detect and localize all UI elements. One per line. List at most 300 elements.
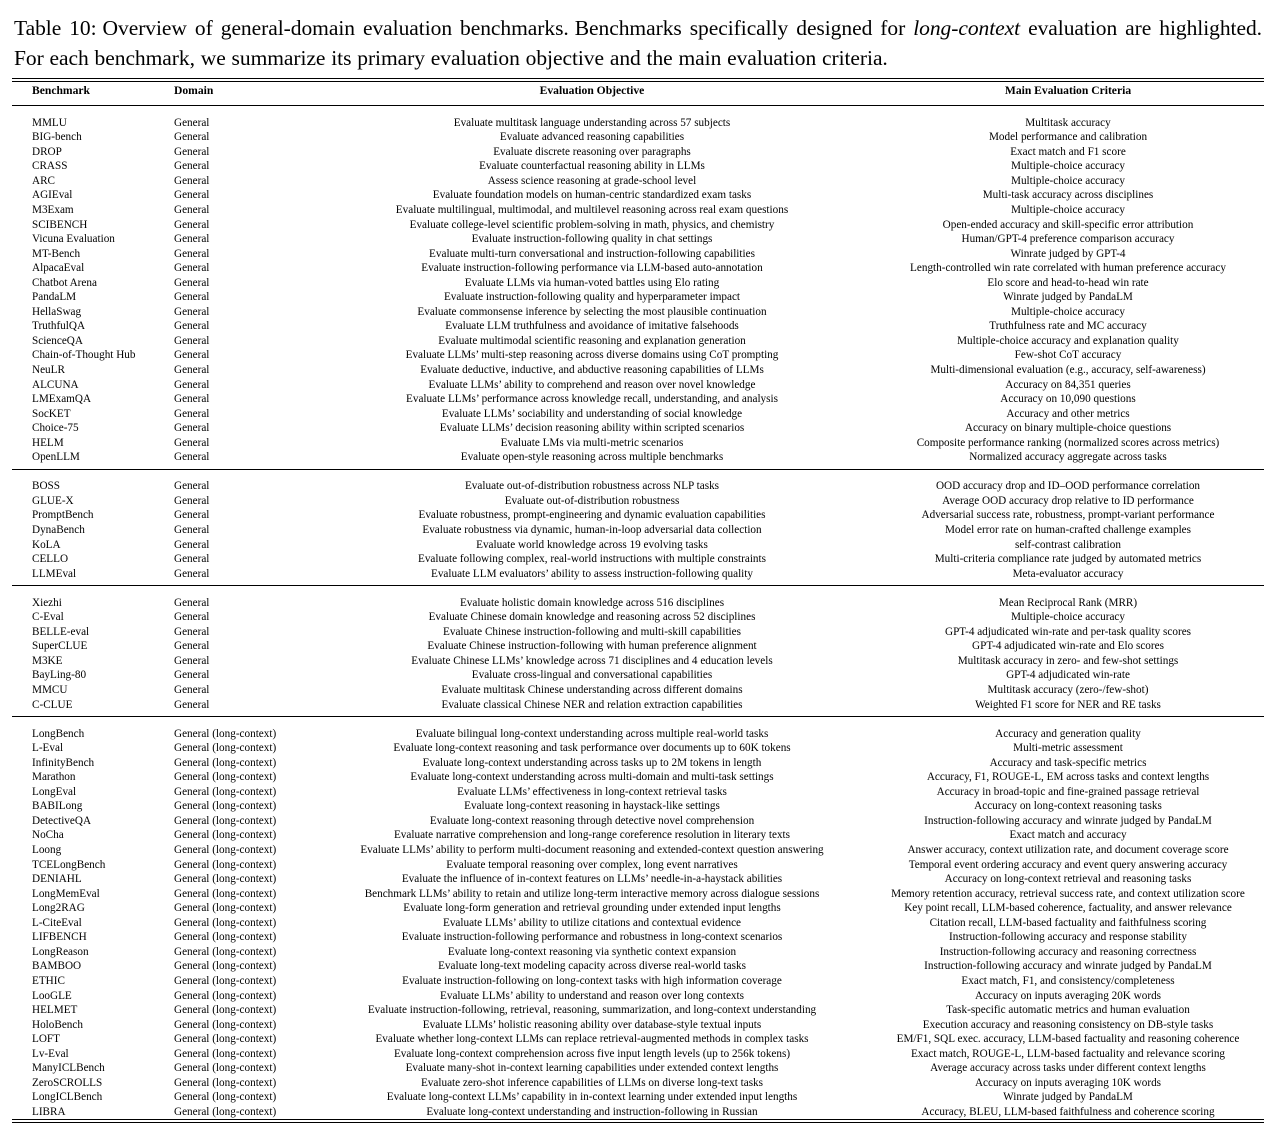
cell-evaluation-objective: Evaluate cross-lingual and conversational capabilities bbox=[471, 669, 713, 682]
cell-benchmark: Long2RAG bbox=[32, 902, 85, 915]
cell-main-evaluation-criteria: Normalized accuracy aggregate across tasks bbox=[969, 451, 1167, 464]
header-separator-rule-cell bbox=[12, 101, 1264, 116]
table-row bbox=[12, 319, 1264, 334]
cell-main-evaluation-criteria: GPT-4 adjudicated win-rate bbox=[1006, 669, 1130, 682]
table-row bbox=[12, 1090, 1264, 1105]
cell-domain: General bbox=[174, 509, 210, 522]
cell-benchmark: C-CLUE bbox=[32, 698, 73, 711]
cell-main-evaluation-criteria: Task-specific automatic metrics and human evaluation bbox=[946, 1004, 1190, 1017]
table-row bbox=[12, 552, 1264, 567]
cell-domain: General bbox=[174, 669, 210, 682]
cell-main-evaluation-criteria: Few-shot CoT accuracy bbox=[1014, 349, 1122, 362]
table-row bbox=[12, 727, 1264, 742]
cell-benchmark: SCIBENCH bbox=[32, 218, 88, 231]
table-row bbox=[12, 887, 1264, 902]
cell-benchmark: OpenLLM bbox=[32, 451, 80, 464]
cell-main-evaluation-criteria: Multiple-choice accuracy bbox=[1011, 174, 1125, 187]
cell-benchmark: MT-Bench bbox=[32, 247, 81, 260]
cell-evaluation-objective: Evaluate holistic domain knowledge across 516 disciplines bbox=[459, 596, 725, 609]
cell-domain: General (long-context) bbox=[174, 829, 277, 842]
cell-evaluation-objective: Evaluate LLMs’ performance across knowledge recall, understanding, and analysis bbox=[406, 393, 778, 406]
table-row bbox=[12, 378, 1264, 393]
cell-main-evaluation-criteria: Accuracy in broad-topic and fine-grained passage retrieval bbox=[936, 785, 1200, 798]
cell-main-evaluation-criteria: Exact match and accuracy bbox=[1009, 829, 1127, 842]
cell-domain: General bbox=[174, 291, 210, 304]
cell-benchmark: BAMBOO bbox=[32, 960, 82, 973]
table-row bbox=[12, 639, 1264, 654]
cell-main-evaluation-criteria: Multi-metric assessment bbox=[1013, 742, 1123, 755]
cell-main-evaluation-criteria: Multiple-choice accuracy bbox=[1011, 305, 1125, 318]
table-row bbox=[12, 174, 1264, 189]
cell-domain: General (long-context) bbox=[174, 989, 277, 1002]
cell-evaluation-objective: Evaluate long-context understanding across multi-domain and multi-task settings bbox=[410, 771, 774, 784]
cell-benchmark: Chatbot Arena bbox=[32, 276, 97, 289]
cell-evaluation-objective: Evaluate multitask language understanding across 57 subjects bbox=[453, 116, 731, 129]
cell-main-evaluation-criteria: Accuracy on long-context retrieval and reasoning tasks bbox=[944, 873, 1192, 886]
cell-main-evaluation-criteria: Weighted F1 score for NER and RE tasks bbox=[975, 698, 1161, 711]
table-row bbox=[12, 523, 1264, 538]
cell-domain: General bbox=[174, 378, 210, 391]
cell-evaluation-objective: Evaluate LLMs’ ability to understand and reason over long contexts bbox=[440, 989, 744, 1002]
cell-evaluation-objective: Evaluate long-context comprehension across five input length levels (up to 256k tokens) bbox=[393, 1047, 791, 1060]
cell-main-evaluation-criteria: Exact match and F1 score bbox=[1010, 145, 1126, 158]
cell-evaluation-objective: Evaluate LLMs’ ability to comprehend and reason over novel knowledge bbox=[428, 378, 756, 391]
cell-evaluation-objective: Evaluate temporal reasoning over complex, long event narratives bbox=[446, 858, 738, 871]
cell-benchmark: DetectiveQA bbox=[32, 814, 92, 827]
table-row bbox=[12, 683, 1264, 698]
cell-domain: General bbox=[174, 276, 210, 289]
section-separator-rule-cell bbox=[12, 581, 1264, 596]
cell-evaluation-objective: Evaluate long-form generation and retrieval grounding under extended input lengths bbox=[403, 902, 781, 915]
table-row bbox=[12, 654, 1264, 669]
cell-domain: General bbox=[174, 494, 210, 507]
table-row bbox=[12, 974, 1264, 989]
cell-domain: General bbox=[174, 407, 210, 420]
cell-main-evaluation-criteria: Multitask accuracy (zero-/few-shot) bbox=[987, 684, 1149, 697]
cell-evaluation-objective: Evaluate LLM truthfulness and avoidance of imitative falsehoods bbox=[445, 320, 739, 333]
table-row bbox=[12, 785, 1264, 800]
cell-evaluation-objective: Evaluate zero-shot inference capabilities of LLMs on diverse long-text tasks bbox=[420, 1076, 764, 1089]
cell-benchmark: NeuLR bbox=[32, 363, 65, 376]
cell-main-evaluation-criteria: GPT-4 adjudicated win-rate and Elo scores bbox=[972, 640, 1164, 653]
cell-domain: General (long-context) bbox=[174, 1076, 277, 1089]
cell-domain: General (long-context) bbox=[174, 1033, 277, 1046]
benchmarks-table bbox=[12, 82, 1264, 1120]
cell-evaluation-objective: Evaluate LLMs’ holistic reasoning ability over database-style textual inputs bbox=[422, 1018, 762, 1031]
cell-benchmark: L-Eval bbox=[32, 742, 64, 755]
cell-evaluation-objective: Evaluate college-level scientific problem-solving in math, physics, and chemistry bbox=[409, 218, 775, 231]
cell-main-evaluation-criteria: Model performance and calibration bbox=[988, 131, 1148, 144]
cell-main-evaluation-criteria: Instruction-following accuracy and winrate judged by PandaLM bbox=[924, 960, 1212, 973]
cell-evaluation-objective: Evaluate long-context reasoning via synthetic context expansion bbox=[447, 945, 737, 958]
cell-domain: General bbox=[174, 174, 210, 187]
table-row bbox=[12, 188, 1264, 203]
cell-benchmark: InfinityBench bbox=[32, 756, 95, 769]
table-row bbox=[12, 770, 1264, 785]
cell-evaluation-objective: Evaluate LLM evaluators’ ability to assess instruction-following quality bbox=[431, 567, 753, 580]
cell-evaluation-objective: Evaluate world knowledge across 19 evolving tasks bbox=[476, 538, 708, 551]
cell-benchmark: LongICLBench bbox=[32, 1091, 103, 1104]
cell-benchmark: LooGLE bbox=[32, 989, 72, 1002]
cell-main-evaluation-criteria: Accuracy on 10,090 questions bbox=[1000, 393, 1136, 406]
table-bottom-rule bbox=[12, 1119, 1264, 1123]
cell-evaluation-objective: Evaluate long-context LLMs’ capability in in-context learning under extended input lengths bbox=[386, 1091, 798, 1104]
benchmarks-table-wrapper bbox=[12, 78, 1264, 1123]
cell-benchmark: PandaLM bbox=[32, 291, 77, 304]
cell-domain: General (long-context) bbox=[174, 742, 277, 755]
column-header-domain: Domain bbox=[174, 83, 214, 97]
cell-main-evaluation-criteria: Accuracy on inputs averaging 10K words bbox=[974, 1076, 1162, 1089]
cell-main-evaluation-criteria: Multiple-choice accuracy bbox=[1011, 160, 1125, 173]
cell-main-evaluation-criteria: Meta-evaluator accuracy bbox=[1012, 567, 1124, 580]
cell-evaluation-objective: Evaluate long-context understanding and instruction-following in Russian bbox=[426, 1105, 758, 1118]
cell-benchmark: BELLE-eval bbox=[32, 625, 90, 638]
cell-benchmark: C-Eval bbox=[32, 611, 64, 624]
cell-main-evaluation-criteria: Accuracy and task-specific metrics bbox=[989, 756, 1147, 769]
cell-domain: General (long-context) bbox=[174, 902, 277, 915]
cell-benchmark: LOFT bbox=[32, 1033, 60, 1046]
cell-main-evaluation-criteria: Accuracy on binary multiple-choice questions bbox=[964, 422, 1172, 435]
cell-domain: General bbox=[174, 553, 210, 566]
cell-evaluation-objective: Evaluate Chinese instruction-following and multi-skill capabilities bbox=[443, 625, 741, 638]
cell-evaluation-objective: Evaluate multilingual, multimodal, and multilevel reasoning across real exam questions bbox=[395, 203, 789, 216]
cell-domain: General (long-context) bbox=[174, 800, 277, 813]
cell-main-evaluation-criteria: Accuracy, BLEU, LLM-based faithfulness and coherence scoring bbox=[921, 1105, 1215, 1118]
table-row bbox=[12, 567, 1264, 582]
cell-domain: General (long-context) bbox=[174, 1047, 277, 1060]
cell-benchmark: BayLing-80 bbox=[32, 669, 87, 682]
table-row bbox=[12, 756, 1264, 771]
cell-evaluation-objective: Evaluate instruction-following quality and hyperparameter impact bbox=[443, 291, 741, 304]
cell-benchmark: Chain-of-Thought Hub bbox=[32, 349, 136, 362]
cell-benchmark: ARC bbox=[32, 174, 56, 187]
cell-domain: General (long-context) bbox=[174, 756, 277, 769]
table-row bbox=[12, 479, 1264, 494]
cell-benchmark: HELM bbox=[32, 436, 64, 449]
cell-domain: General (long-context) bbox=[174, 1018, 277, 1031]
cell-domain: General bbox=[174, 349, 210, 362]
cell-benchmark: MMLU bbox=[32, 116, 67, 129]
cell-benchmark: Choice-75 bbox=[32, 422, 79, 435]
cell-evaluation-objective: Evaluate long-context reasoning in haystack-like settings bbox=[464, 800, 720, 813]
cell-main-evaluation-criteria: Winrate judged by PandaLM bbox=[1003, 291, 1133, 304]
table-row bbox=[12, 916, 1264, 931]
cell-evaluation-objective: Evaluate advanced reasoning capabilities bbox=[499, 131, 685, 144]
table-row bbox=[12, 872, 1264, 887]
cell-evaluation-objective: Assess science reasoning at grade-school level bbox=[487, 174, 697, 187]
cell-evaluation-objective: Evaluate long-text modeling capacity across diverse real-world tasks bbox=[438, 960, 746, 973]
cell-main-evaluation-criteria: Open-ended accuracy and skill-specific error attribution bbox=[942, 218, 1194, 231]
cell-main-evaluation-criteria: Multi-task accuracy across disciplines bbox=[982, 189, 1154, 202]
cell-benchmark: Xiezhi bbox=[32, 596, 62, 609]
table-row bbox=[12, 828, 1264, 843]
cell-benchmark: LIFBENCH bbox=[32, 931, 87, 944]
cell-benchmark: Lv-Eval bbox=[32, 1047, 69, 1060]
cell-main-evaluation-criteria: Accuracy on long-context reasoning tasks bbox=[974, 800, 1162, 813]
table-row bbox=[12, 494, 1264, 509]
cell-main-evaluation-criteria: EM/F1, SQL exec. accuracy, LLM-based factuality and reasoning coherence bbox=[896, 1033, 1240, 1046]
cell-evaluation-objective: Benchmark LLMs’ ability to retain and utilize long-term interactive memory across dialogue sessions bbox=[364, 887, 820, 900]
cell-benchmark: ALCUNA bbox=[32, 378, 79, 391]
cell-benchmark: SocKET bbox=[32, 407, 71, 420]
table-row bbox=[12, 858, 1264, 873]
cell-evaluation-objective: Evaluate foundation models on human-centric standardized exam tasks bbox=[432, 189, 752, 202]
cell-main-evaluation-criteria: Accuracy on inputs averaging 20K words bbox=[974, 989, 1162, 1002]
cell-domain: General bbox=[174, 262, 210, 275]
cell-evaluation-objective: Evaluate LLMs’ ability to perform multi-document reasoning and extended-context question answering bbox=[360, 844, 824, 857]
cell-benchmark: LongBench bbox=[32, 727, 85, 740]
table-row bbox=[12, 305, 1264, 320]
cell-main-evaluation-criteria: Multi-dimensional evaluation (e.g., accuracy, self-awareness) bbox=[930, 363, 1206, 376]
table-caption bbox=[12, 0, 1264, 73]
cell-main-evaluation-criteria: Exact match, F1, and consistency/completeness bbox=[961, 974, 1175, 987]
table-row bbox=[12, 930, 1264, 945]
cell-benchmark: PromptBench bbox=[32, 509, 94, 522]
cell-main-evaluation-criteria: Instruction-following accuracy and reasoning correctness bbox=[939, 945, 1197, 958]
cell-evaluation-objective: Evaluate instruction-following performance and robustness in long-context scenarios bbox=[401, 931, 783, 944]
cell-benchmark: SuperCLUE bbox=[32, 640, 88, 653]
table-row bbox=[12, 625, 1264, 640]
cell-main-evaluation-criteria: GPT-4 adjudicated win-rate and per-task quality scores bbox=[944, 625, 1192, 638]
cell-benchmark: BIG-bench bbox=[32, 131, 82, 144]
cell-main-evaluation-criteria: Multiple-choice accuracy bbox=[1011, 203, 1125, 216]
cell-benchmark: NoCha bbox=[32, 829, 64, 842]
cell-benchmark: MMCU bbox=[32, 684, 68, 697]
column-header-evaluation-objective: Evaluation Objective bbox=[539, 83, 645, 97]
section-separator-rule-cell bbox=[12, 712, 1264, 727]
cell-evaluation-objective: Evaluate discrete reasoning over paragraphs bbox=[493, 145, 691, 158]
cell-domain: General bbox=[174, 145, 210, 158]
cell-evaluation-objective: Evaluate counterfactual reasoning ability in LLMs bbox=[479, 160, 705, 173]
table-row bbox=[12, 1003, 1264, 1018]
cell-benchmark: Loong bbox=[32, 844, 62, 857]
cell-evaluation-objective: Evaluate commonsense inference by selecting the most plausible continuation bbox=[417, 305, 767, 318]
cell-domain: General (long-context) bbox=[174, 785, 277, 798]
cell-domain: General (long-context) bbox=[174, 844, 277, 857]
cell-domain: General bbox=[174, 305, 210, 318]
cell-domain: General (long-context) bbox=[174, 887, 277, 900]
cell-domain: General (long-context) bbox=[174, 771, 277, 784]
cell-main-evaluation-criteria: Instruction-following accuracy and winrate judged by PandaLM bbox=[924, 814, 1212, 827]
table-row bbox=[12, 203, 1264, 218]
cell-main-evaluation-criteria: Key point recall, LLM-based coherence, factuality, and answer relevance bbox=[904, 902, 1232, 915]
cell-domain: General bbox=[174, 189, 210, 202]
table-row bbox=[12, 668, 1264, 683]
cell-domain: General bbox=[174, 698, 210, 711]
cell-main-evaluation-criteria: Multiple-choice accuracy and explanation quality bbox=[957, 334, 1179, 347]
cell-main-evaluation-criteria: Model error rate on human-crafted challenge examples bbox=[944, 524, 1191, 536]
cell-domain: General bbox=[174, 684, 210, 697]
cell-benchmark: TCELongBench bbox=[32, 858, 106, 871]
cell-evaluation-objective: Evaluate bilingual long-context understanding across multiple real-world tasks bbox=[415, 727, 769, 740]
cell-benchmark: Marathon bbox=[32, 771, 76, 784]
cell-benchmark: LLMEval bbox=[32, 567, 77, 580]
cell-evaluation-objective: Evaluate long-context reasoning through detective novel comprehension bbox=[429, 814, 755, 827]
cell-domain: General bbox=[174, 131, 210, 144]
table-row bbox=[12, 130, 1264, 145]
cell-domain: General (long-context) bbox=[174, 858, 277, 871]
cell-domain: General bbox=[174, 480, 210, 493]
column-header-benchmark: Benchmark bbox=[32, 83, 90, 97]
cell-benchmark: AGIEval bbox=[32, 189, 73, 202]
cell-benchmark: LongEval bbox=[32, 785, 77, 798]
cell-benchmark: AlpacaEval bbox=[32, 262, 85, 275]
cell-evaluation-objective: Evaluate narrative comprehension and long-range coreference resolution in literary texts bbox=[393, 829, 791, 842]
cell-evaluation-objective: Evaluate LMs via multi-metric scenarios bbox=[500, 436, 684, 449]
cell-benchmark: BOSS bbox=[32, 480, 60, 493]
table-body bbox=[12, 101, 1264, 1119]
cell-main-evaluation-criteria: Exact match, ROUGE-L, LLM-based factuality and relevance scoring bbox=[910, 1047, 1226, 1060]
cell-domain: General (long-context) bbox=[174, 960, 277, 973]
caption-emphasis: long-context bbox=[913, 16, 1021, 40]
cell-domain: General (long-context) bbox=[174, 873, 277, 886]
cell-main-evaluation-criteria: Accuracy and other metrics bbox=[1006, 407, 1130, 420]
cell-evaluation-objective: Evaluate out-of-distribution robustness across NLP tasks bbox=[464, 480, 720, 493]
cell-evaluation-objective: Evaluate robustness, prompt-engineering and dynamic evaluation capabilities bbox=[418, 509, 766, 522]
table-row bbox=[12, 261, 1264, 276]
cell-domain: General (long-context) bbox=[174, 1062, 277, 1075]
cell-main-evaluation-criteria: self-contrast calibration bbox=[1015, 538, 1121, 551]
cell-benchmark: HellaSwag bbox=[32, 305, 82, 318]
cell-evaluation-objective: Evaluate Chinese domain knowledge and reasoning across 52 disciplines bbox=[428, 611, 756, 624]
cell-domain: General bbox=[174, 334, 210, 347]
table-row bbox=[12, 348, 1264, 363]
cell-benchmark: KoLA bbox=[32, 538, 61, 551]
cell-main-evaluation-criteria: Accuracy, F1, ROUGE-L, EM across tasks and context lengths bbox=[926, 771, 1210, 784]
cell-evaluation-objective: Evaluate out-of-distribution robustness bbox=[504, 494, 680, 507]
cell-evaluation-objective: Evaluate LLMs’ ability to utilize citations and contextual evidence bbox=[442, 916, 742, 929]
cell-main-evaluation-criteria: Composite performance ranking (normalized scores across metrics) bbox=[916, 436, 1220, 449]
table-header-row bbox=[12, 82, 1264, 102]
table-row bbox=[12, 945, 1264, 960]
cell-domain: General (long-context) bbox=[174, 1004, 277, 1017]
header-separator-rule bbox=[12, 101, 1264, 116]
cell-domain: General (long-context) bbox=[174, 1091, 277, 1104]
cell-domain: General bbox=[174, 160, 210, 173]
cell-evaluation-objective: Evaluate Chinese instruction-following with human preference alignment bbox=[427, 640, 757, 653]
table-row bbox=[12, 799, 1264, 814]
cell-domain: General (long-context) bbox=[174, 814, 277, 827]
cell-domain: General bbox=[174, 422, 210, 435]
cell-evaluation-objective: Evaluate LLMs’ effectiveness in long-context retrieval tasks bbox=[457, 785, 727, 798]
table-row bbox=[12, 741, 1264, 756]
table-row bbox=[12, 232, 1264, 247]
cell-domain: General bbox=[174, 393, 210, 406]
caption-sentence-2: Benchmarks specifically designed for bbox=[574, 16, 906, 40]
cell-main-evaluation-criteria: Average OOD accuracy drop relative to ID performance bbox=[942, 494, 1194, 507]
cell-benchmark: TruthfulQA bbox=[32, 320, 86, 333]
cell-evaluation-objective: Evaluate LLMs’ sociability and understanding of social knowledge bbox=[441, 407, 743, 420]
table-row bbox=[12, 1047, 1264, 1062]
table-row bbox=[12, 363, 1264, 378]
cell-main-evaluation-criteria: Execution accuracy and reasoning consistency on DB-style tasks bbox=[922, 1018, 1214, 1031]
cell-benchmark: DENIAHL bbox=[32, 873, 82, 886]
section-separator-rule bbox=[12, 465, 1264, 480]
table-row bbox=[12, 407, 1264, 422]
cell-main-evaluation-criteria: Citation recall, LLM-based factuality and faithfulness scoring bbox=[929, 916, 1207, 929]
cell-benchmark: L-CiteEval bbox=[32, 916, 82, 929]
cell-evaluation-objective: Evaluate multimodal scientific reasoning and explanation generation bbox=[438, 334, 746, 347]
cell-main-evaluation-criteria: Accuracy on 84,351 queries bbox=[1005, 378, 1131, 391]
cell-main-evaluation-criteria: Multiple-choice accuracy bbox=[1011, 611, 1125, 624]
cell-domain: General (long-context) bbox=[174, 945, 277, 958]
cell-domain: General bbox=[174, 233, 210, 246]
cell-benchmark: HoloBench bbox=[32, 1018, 83, 1031]
cell-benchmark: DynaBench bbox=[32, 524, 85, 536]
cell-benchmark: ETHIC bbox=[32, 974, 65, 987]
table-row bbox=[12, 450, 1264, 465]
cell-domain: General bbox=[174, 451, 210, 464]
cell-main-evaluation-criteria: Mean Reciprocal Rank (MRR) bbox=[998, 596, 1138, 609]
cell-main-evaluation-criteria: Winrate judged by PandaLM bbox=[1003, 1091, 1133, 1104]
table-row bbox=[12, 421, 1264, 436]
section-separator-rule bbox=[12, 712, 1264, 727]
cell-domain: General (long-context) bbox=[174, 916, 277, 929]
cell-evaluation-objective: Evaluate open-style reasoning across multiple benchmarks bbox=[460, 451, 724, 464]
cell-domain: General bbox=[174, 203, 210, 216]
cell-main-evaluation-criteria: Truthfulness rate and MC accuracy bbox=[989, 320, 1147, 333]
cell-domain: General bbox=[174, 640, 210, 653]
table-row bbox=[12, 1032, 1264, 1047]
table-row bbox=[12, 218, 1264, 233]
cell-benchmark: HELMET bbox=[32, 1004, 78, 1017]
table-row bbox=[12, 290, 1264, 305]
cell-evaluation-objective: Evaluate instruction-following on long-context tasks with high information coverage bbox=[402, 974, 782, 987]
cell-benchmark: CELLO bbox=[32, 553, 69, 566]
table-row bbox=[12, 508, 1264, 523]
table-row bbox=[12, 959, 1264, 974]
cell-domain: General bbox=[174, 363, 210, 376]
cell-domain: General bbox=[174, 116, 210, 129]
cell-benchmark: LongReason bbox=[32, 945, 89, 958]
table-header bbox=[12, 82, 1264, 102]
cell-main-evaluation-criteria: Accuracy and generation quality bbox=[995, 727, 1141, 740]
cell-benchmark: Vicuna Evaluation bbox=[32, 233, 115, 246]
table-row bbox=[12, 247, 1264, 262]
cell-main-evaluation-criteria: Winrate judged by GPT-4 bbox=[1010, 247, 1126, 260]
table-row bbox=[12, 1018, 1264, 1033]
cell-evaluation-objective: Evaluate many-shot in-context learning capabilities under extended context lengths bbox=[405, 1062, 779, 1075]
cell-domain: General bbox=[174, 611, 210, 624]
caption-label: Table 10: bbox=[14, 16, 97, 40]
cell-benchmark: M3KE bbox=[32, 654, 63, 667]
cell-benchmark: LongMemEval bbox=[32, 887, 100, 900]
cell-evaluation-objective: Evaluate Chinese LLMs’ knowledge across 71 disciplines and 4 education levels bbox=[411, 654, 773, 667]
cell-main-evaluation-criteria: Multitask accuracy in zero- and few-shot settings bbox=[957, 654, 1179, 667]
column-header-main-evaluation-criteria: Main Evaluation Criteria bbox=[1004, 83, 1132, 97]
cell-benchmark: ManyICLBench bbox=[32, 1062, 105, 1075]
cell-evaluation-objective: Evaluate long-context understanding across tasks up to 2M tokens in length bbox=[422, 756, 762, 769]
cell-main-evaluation-criteria: Multitask accuracy bbox=[1025, 116, 1111, 129]
cell-main-evaluation-criteria: Adversarial success rate, robustness, prompt-variant performance bbox=[921, 509, 1215, 522]
cell-domain: General (long-context) bbox=[174, 974, 277, 987]
table-row bbox=[12, 901, 1264, 916]
cell-evaluation-objective: Evaluate LLMs’ decision reasoning ability within scripted scenarios bbox=[439, 422, 745, 435]
cell-main-evaluation-criteria: Average accuracy across tasks under different context lengths bbox=[930, 1062, 1206, 1075]
cell-domain: General bbox=[174, 247, 210, 260]
section-separator-rule bbox=[12, 581, 1264, 596]
cell-benchmark: ScienceQA bbox=[32, 334, 83, 347]
table-row bbox=[12, 538, 1264, 553]
cell-domain: General (long-context) bbox=[174, 727, 277, 740]
table-row bbox=[12, 1105, 1264, 1120]
table-row bbox=[12, 698, 1264, 713]
caption-sentence-1: Overview of general-domain evaluation benchmarks. bbox=[102, 16, 569, 40]
cell-benchmark: CRASS bbox=[32, 160, 68, 173]
cell-domain: General (long-context) bbox=[174, 1105, 277, 1118]
cell-benchmark: DROP bbox=[32, 145, 62, 158]
cell-evaluation-objective: Evaluate robustness via dynamic, human-in-loop adversarial data collection bbox=[422, 524, 762, 536]
